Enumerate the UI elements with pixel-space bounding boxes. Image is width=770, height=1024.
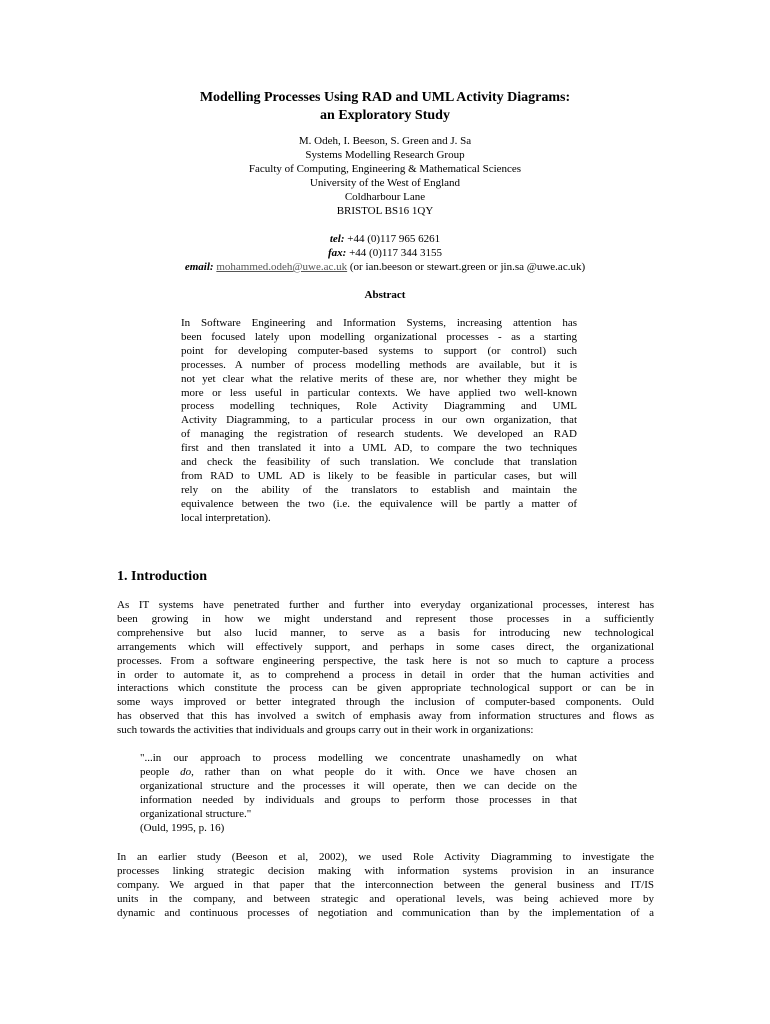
author-affiliation-block — [0, 135, 770, 218]
quote-emphasis: do — [180, 765, 192, 778]
research-group: Systems Modelling Research Group — [305, 148, 465, 161]
author-names: M. Odeh, I. Beeson, S. Green and J. Sa — [298, 135, 472, 147]
email-label: email: — [184, 260, 214, 273]
paragraph-line: been growing in how we might understand and represent those processes in a sufficiently — [117, 612, 654, 625]
abstract-line: more or less useful in particular contexts. We have applied two well-known — [181, 386, 577, 399]
abstract-line: point for developing computer-based systems to support (or control) such — [181, 344, 577, 357]
tel-line — [0, 233, 770, 247]
tel-value: +44 (0)117 965 6261 — [347, 233, 441, 245]
quote-line — [140, 766, 577, 780]
abstract-line: first and then translated it into a UML AD, to compare the two techniques — [181, 442, 577, 455]
email-alternatives: (or ian.beeson or stewart.green or jin.sa @uwe.ac.uk) — [349, 260, 586, 273]
paper-title-line-2: an Exploratory Study — [320, 108, 450, 123]
university: University of the West of England — [309, 176, 461, 189]
email-line — [0, 261, 770, 275]
paragraph-line: such towards the activities that individuals and groups carry out in their work in organizations: — [117, 724, 534, 737]
paper-title-line-1: Modelling Processes Using RAD and UML Activity Diagrams: — [199, 90, 571, 105]
fax-line — [0, 247, 770, 261]
quote-line: "...in our approach to process modelling we concentrate unashamedly on what — [140, 752, 577, 764]
paragraph-line: comprehensive but also lucid manner, to serve as a basis for introducing new technological — [117, 626, 654, 639]
abstract-line: process modelling techniques, Role Activity Diagramming and UML — [181, 400, 577, 413]
block-quote — [140, 752, 577, 835]
quote-line: organizational structure." — [140, 807, 252, 820]
paragraph-line: processes linking strategic decision making with information systems provision in an insurance — [117, 864, 654, 877]
abstract-line: In Software Engineering and Information Systems, increasing attention has — [181, 317, 577, 329]
paper-title — [0, 89, 770, 125]
abstract-line: of managing the registration of research students. We developed an RAD — [181, 428, 577, 441]
abstract-line: not yet clear what the relative merits of these are, nor whether they might be — [181, 372, 577, 385]
abstract-line: rely on the ability of the translators to establish and maintain the — [181, 483, 577, 496]
intro-paragraph-2 — [117, 851, 654, 921]
quote-line-2-end: , rather than on what people do it with. Once we have chosen an — [191, 765, 577, 778]
paragraph-line: some ways improved or better integrated through the inclusion of computer-based components. Ould — [117, 696, 654, 709]
street-address: Coldharbour Lane — [344, 190, 426, 203]
contact-block — [0, 233, 770, 275]
fax-value: +44 (0)117 344 3155 — [349, 246, 442, 259]
paragraph-line: arrangements which will effectively support, and perhaps in some cases direct, the organizational — [117, 640, 654, 653]
paragraph-line: units in the company, and between strategic and operational levels, was being achieved more by — [117, 892, 654, 905]
paragraph-line: In an earlier study (Beeson et al, 2002), we used Role Activity Diagramming to investigate the — [117, 851, 654, 863]
paragraph-line: interactions which constitute the process can be given appropriate technological support or can be in — [117, 682, 654, 695]
paragraph-line: company. We argued in that paper that the interconnection between the general business and IT/IS — [117, 878, 654, 891]
section-heading-introduction: 1. Introduction — [117, 569, 207, 584]
quote-line-2-start: people — [140, 765, 181, 778]
abstract-line: been focused lately upon modelling organizational processes - as a starting — [181, 330, 577, 343]
abstract-line: from RAD to UML AD is likely to be feasible in particular cases, but will — [181, 469, 577, 482]
city-postcode: BRISTOL BS16 1QY — [336, 204, 434, 217]
paragraph-line: processes. From a software engineering perspective, the task here is not so much to capture a process — [117, 654, 654, 667]
paragraph-line: in order to automate it, as to comprehend a process in detail in order that the human activities and — [117, 668, 654, 681]
paragraph-line: As IT systems have penetrated further and further into everyday organizational processes, interest has — [117, 599, 654, 611]
faculty: Faculty of Computing, Engineering & Mathematical Sciences — [248, 162, 522, 175]
abstract-line: processes. A number of process modelling methods are available, but it is — [181, 358, 577, 371]
intro-paragraph-1 — [117, 599, 654, 738]
abstract-line: and check the feasibility of such translation. We conclude that translation — [181, 456, 577, 469]
abstract-line: equivalence between the two (i.e. the equivalence will be partly a matter of — [181, 497, 577, 510]
quote-line: information needed by individuals and groups to perform those processes in that — [140, 793, 577, 806]
abstract-body — [181, 317, 577, 526]
quote-citation: (Ould, 1995, p. 16) — [140, 821, 225, 834]
tel-label: tel: — [329, 233, 345, 245]
abstract-line: Activity Diagramming, to a particular process in our own organization, that — [181, 414, 577, 427]
paragraph-line: has observed that this has involved a switch of emphasis away from information structures and flows as — [117, 710, 654, 723]
quote-line: organizational structure and the processes it will operate, then we can decide on the — [140, 779, 577, 792]
abstract-heading: Abstract — [364, 289, 406, 301]
paragraph-line: dynamic and continuous processes of negotiation and communication than by the implementation of a — [117, 906, 654, 919]
abstract-line: local interpretation). — [181, 511, 271, 524]
fax-label: fax: — [328, 246, 347, 259]
email-link[interactable]: mohammed.odeh@uwe.ac.uk — [216, 260, 348, 273]
